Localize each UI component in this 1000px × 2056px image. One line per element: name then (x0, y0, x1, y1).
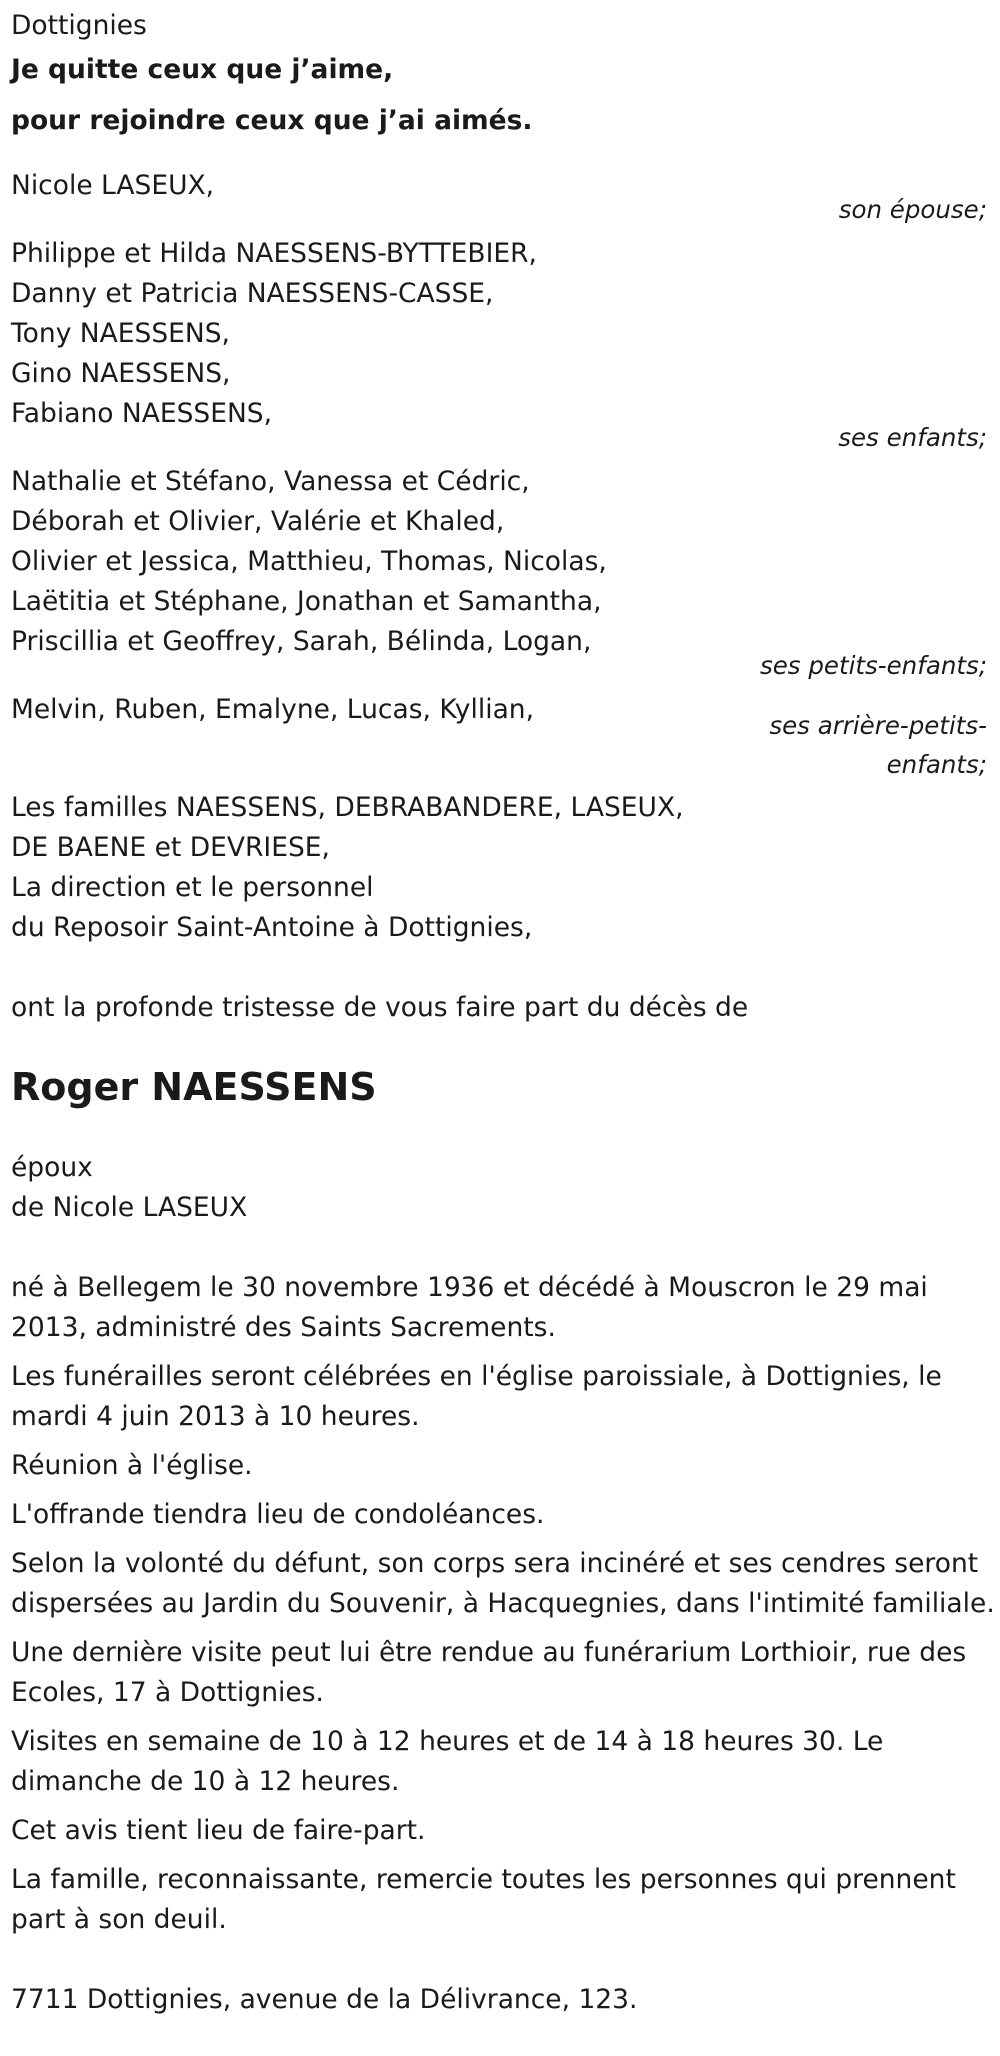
family-name: La direction et le personnel (11, 872, 374, 903)
families-group (11, 788, 996, 948)
quote (11, 44, 996, 146)
deceased-name: Roger NAESSENS (11, 1065, 377, 1109)
detail-paragraph: L'offrande tiendra lieu de condoléances. (11, 1499, 545, 1530)
quote-line: Je quitte ceux que j’aime, (11, 54, 394, 85)
family-name: Priscillia et Geoffrey, Sarah, Bélinda, Logan, (11, 626, 592, 657)
relation-label: ses petits-enfants; (759, 651, 987, 680)
family-name: Laëtitia et Stéphane, Jonathan et Samantha, (11, 586, 602, 617)
spouse-of-line: de Nicole LASEUX (11, 1192, 248, 1223)
detail-paragraph: Cet avis tient lieu de faire-part. (11, 1815, 426, 1846)
spacer (11, 1228, 996, 1268)
spacer (11, 948, 996, 988)
address: 7711 Dottignies, avenue de la Délivrance, 123. (11, 1984, 638, 2015)
family-name: Melvin, Ruben, Emalyne, Lucas, Kyllian, (11, 694, 535, 725)
detail-paragraph: Une dernière visite peut lui être rendue au funérarium Lorthioir, rue des Ecoles, 17 à Dottignies. (11, 1637, 967, 1708)
obituary-content (11, 6, 996, 2020)
detail-paragraph: né à Bellegem le 30 novembre 1936 et décédé à Mouscron le 29 mai 2013, administré des Saints Sacrements. (11, 1272, 928, 1343)
great-grandchildren-group (11, 690, 996, 790)
family-name: Fabiano NAESSENS, (11, 398, 273, 429)
detail-paragraph: Selon la volonté du défunt, son corps sera incinéré et ses cendres seront dispersées au Jardin du Souvenir, à Hacquegnies, dans l'intimité familiale. (11, 1548, 995, 1619)
spouse-group (11, 166, 996, 230)
family-name: Philippe et Hilda NAESSENS-BYTTEBIER, (11, 238, 537, 269)
family-name: Les familles NAESSENS, DEBRABANDERE, LASEUX, (11, 792, 684, 823)
children-group (11, 234, 996, 458)
quote-line: pour rejoindre ceux que j’ai aimés. (11, 105, 533, 136)
family-name: Olivier et Jessica, Matthieu, Thomas, Nicolas, (11, 546, 607, 577)
relation-label-line: enfants; (886, 750, 987, 779)
spouse-of (11, 1148, 996, 1228)
location: Dottignies (11, 10, 147, 41)
announcement: ont la profonde tristesse de vous faire part du décès de (11, 992, 749, 1023)
family-name: Nathalie et Stéfano, Vanessa et Cédric, (11, 466, 530, 497)
family-name: DE BAENE et DEVRIESE, (11, 832, 330, 863)
spouse-of-line: époux (11, 1152, 93, 1183)
family-name: Tony NAESSENS, (11, 318, 230, 349)
family-name: Nicole LASEUX, (11, 170, 215, 201)
relation-label-line: ses arrière-petits- (769, 711, 987, 740)
grandchildren-group (11, 462, 996, 686)
relation-label: ses enfants; (838, 423, 987, 452)
detail-paragraph: Réunion à l'église. (11, 1450, 253, 1481)
relation-label: son épouse; (838, 195, 987, 224)
detail-paragraph: Les funérailles seront célébrées en l'église paroissiale, à Dottignies, le mardi 4 juin 2013 à 10 heures. (11, 1361, 942, 1432)
details (11, 1268, 996, 1940)
family-name: du Reposoir Saint-Antoine à Dottignies, (11, 912, 533, 943)
detail-paragraph: La famille, reconnaissante, remercie toutes les personnes qui prennent part à son deuil. (11, 1864, 956, 1935)
detail-paragraph: Visites en semaine de 10 à 12 heures et de 14 à 18 heures 30. Le dimanche de 10 à 12 heures. (11, 1726, 884, 1797)
family-name: Déborah et Olivier, Valérie et Khaled, (11, 506, 505, 537)
family-name: Gino NAESSENS, (11, 358, 231, 389)
family-name: Danny et Patricia NAESSENS-CASSE, (11, 278, 494, 309)
